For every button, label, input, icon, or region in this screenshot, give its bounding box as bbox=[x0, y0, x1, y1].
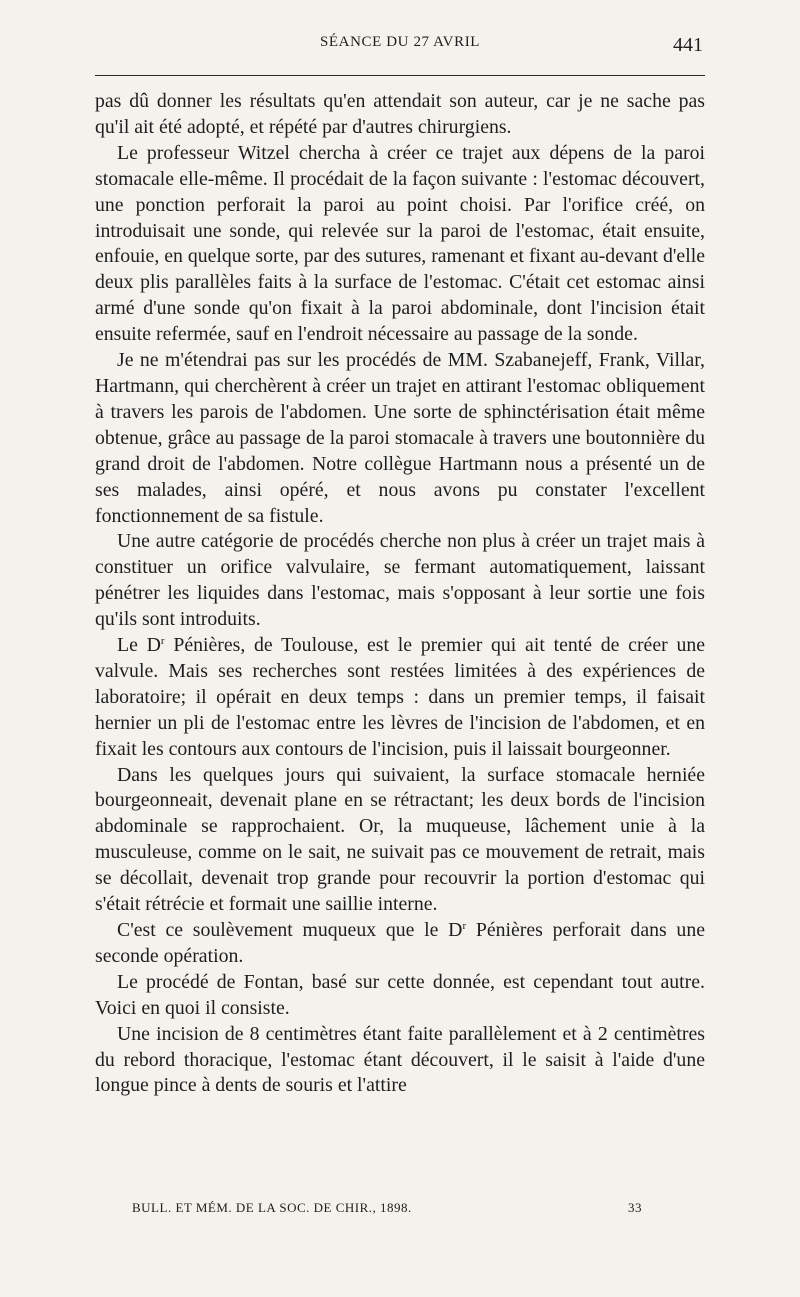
paragraph-szabanejeff: Je ne m'étendrai pas sur les procédés de MM. Szabanejeff, Frank, Villar, Hartmann, qui cherchèrent à créer un trajet en attirant l'estomac obliquement à travers les parois de l'abdomen. Une sorte de sphinctérisation était même obtenue, grâce au passage de la paroi stomacale à travers une boutonnière du grand droit de l'abdomen. Notre collègue Hartmann nous a présenté un de ses malades, ainsi opéré, et nous avons pu constater l'excellent fonctionnement de sa fistule. bbox=[95, 349, 705, 527]
paragraph-valvular: Une autre catégorie de procédés cherche non plus à créer un trajet mais à constituer un orifice valvulaire, se fermant automatiquement, laissant pénétrer les liquides dans l'estomac, mais s'opposant à leur sortie une fois qu'ils sont introduits. bbox=[95, 530, 705, 631]
body-text bbox=[95, 89, 705, 1099]
text-fragment: Pénières perforait dans une seconde opération. bbox=[95, 919, 705, 967]
superscript: r bbox=[160, 635, 165, 648]
signature-mark: 33 bbox=[628, 1200, 642, 1215]
paragraph-soulevement bbox=[95, 918, 705, 970]
paragraph-continuation: pas dû donner les résultats qu'en attendait son auteur, car je ne sache pas qu'il ait été adopté, et répété par d'autres chirurgiens. bbox=[95, 90, 705, 138]
running-title: SÉANCE DU 27 AVRIL bbox=[319, 34, 481, 50]
paragraph-incision: Une incision de 8 centimètres étant faite parallèlement et à 2 centimètres du rebord thoracique, l'estomac étant découvert, il le saisit à l'aide d'une longue pince à dents de souris et l'attire bbox=[95, 1022, 705, 1097]
paragraph-witzel: Le professeur Witzel chercha à créer ce trajet aux dépens de la paroi stomacale elle-même. Il procédait de la façon suivante : l'estomac découvert, une ponction perforait la paroi au point choisi. Par l'orifice créé, on introduisait une sonde, qui relevée sur la paroi de l'estomac, était ensuite, enfouie, en quelque sorte, par des sutures, ramenant et fixant au-devant d'elle deux plis parallèles faits à la surface de l'estomac. C'était cet estomac ainsi armé d'une sonde qu'on fixait à la paroi abdominale, dont l'incision était ensuite refermée, sauf en l'endroit nécessaire au passage de la sonde. bbox=[95, 141, 705, 346]
paragraph-fontan: Le procédé de Fontan, basé sur cette donnée, est cependant tout autre. Voici en quoi il consiste. bbox=[95, 970, 705, 1019]
text-fragment: Pénières, de Toulouse, est le premier qui ait tenté de créer une valvule. Mais ses recherches sont restées limitées à des expériences de laboratoire; il opérait en deux temps : dans un premier temps, il faisait hernier un pli de l'estomac entre les lèvres de l'incision de l'abdomen, et en fixait les contours aux contours de l'incision, puis il laissait bourgeonner. bbox=[95, 634, 706, 760]
page-number: 441 bbox=[673, 34, 703, 56]
paragraph-penieres bbox=[95, 633, 705, 763]
header-rule bbox=[95, 75, 705, 76]
paragraph-bourgeonnement: Dans les quelques jours qui suivaient, la surface stomacale herniée bourgeonneait, devenait plane en se rétractant; les deux bords de l'incision abdominale se rapprochaient. Or, la muqueuse, lâchement unie à la musculeuse, comme on le sait, ne suivait pas ce mouvement de retrait, mais se décollait, devenait trop grande pour recouvrir la portion d'estomac qui s'était rétrécie et formait une saillie interne. bbox=[95, 763, 705, 916]
text-fragment: Le D bbox=[117, 634, 161, 657]
footer-citation: BULL. ET MÉM. DE LA SOC. DE CHIR., 1898. bbox=[132, 1200, 412, 1215]
superscript: r bbox=[462, 920, 467, 932]
running-head bbox=[95, 34, 705, 58]
page-footer bbox=[132, 1200, 642, 1220]
text-fragment: C'est ce soulèvement muqueux que le D bbox=[117, 919, 463, 941]
